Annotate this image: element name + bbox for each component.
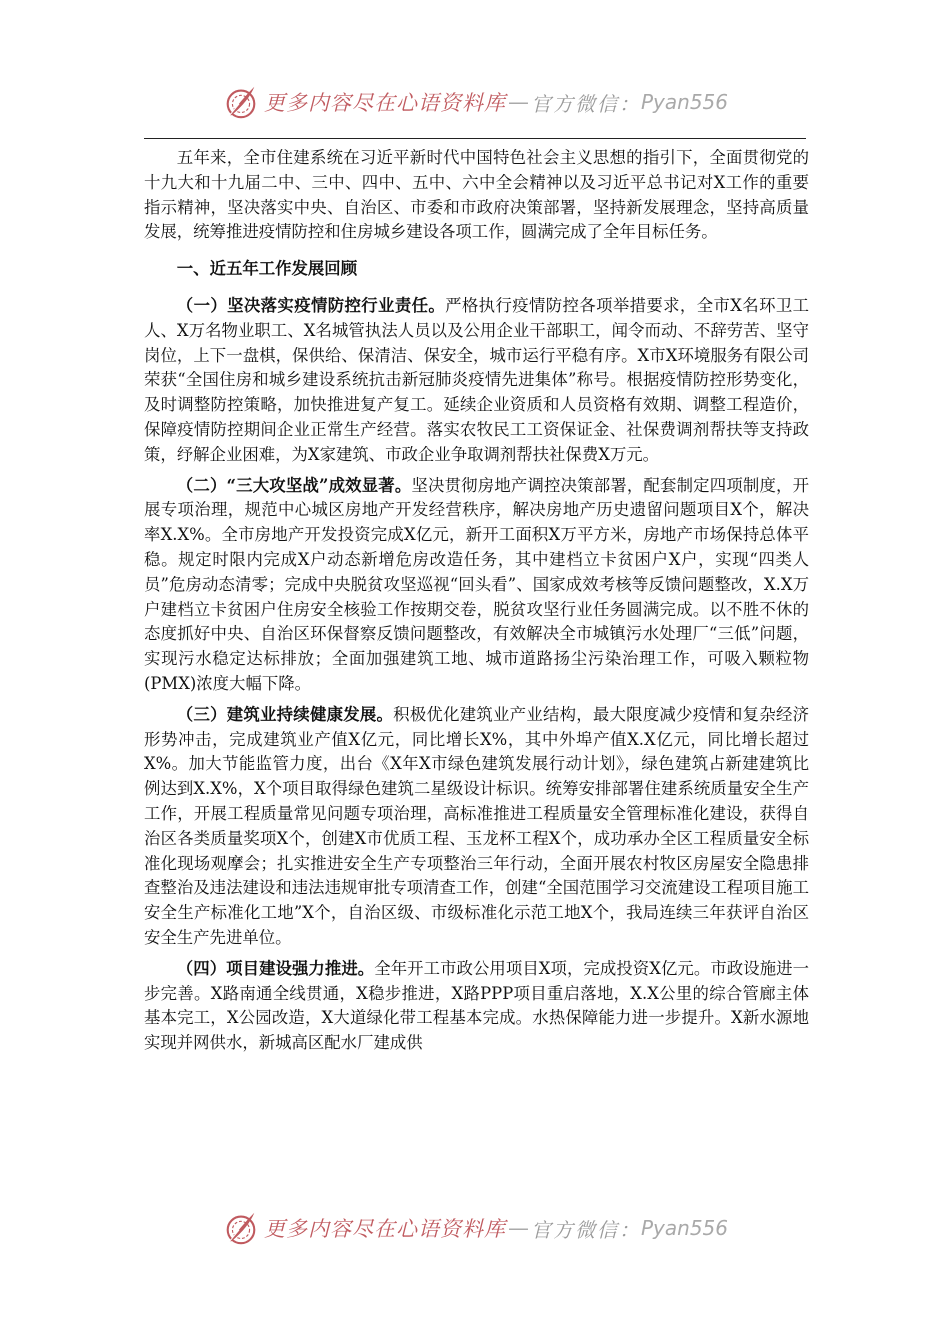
section-paragraph-4 xyxy=(144,957,809,1056)
section-paragraph-1 xyxy=(144,294,809,468)
top-watermark-banner xyxy=(0,82,950,122)
section-lead-3: （三）建筑业持续健康发展。 xyxy=(176,704,394,724)
watermark-official-label: 官方微信： xyxy=(530,91,641,116)
section-lead-2: （二）“三大攻坚战”成效显著。 xyxy=(176,475,412,495)
watermark-wechat-id: Pyan556 xyxy=(640,90,728,114)
section-body-2: 坚决贯彻房地产调控决策部署，配套制定四项制度，开展专项治理，规范中心城区房地产开发经营秩序，解决房地产历史遗留问题项目X个，解决率X.X%。全市房地产开发投资完成X亿元，新开工面积X万平方米，房地产市场保持总体平稳。规定时限内完成X户动态新增危房改造任务，其中建档立卡贫困户X户，实现“四类人员”危房动态清零；完成中央脱贫攻坚巡视“回头看”、国家成效考核等反馈问题整改，X.X万户建档立卡贫困户住房安全核验工作按期交卷，脱贫攻坚行业任务圆满完成。以不胜不休的态度抓好中央、自治区环保督察反馈问题整改，有效解决全市城镇污水处理厂“三低”问题，实现污水稳定达标排放；全面加强建筑工地、城市道路扬尘污染治理工作，可吸入颗粒物(PMX)浓度大幅下降。 xyxy=(144,475,809,693)
feather-quill-icon xyxy=(222,1209,260,1247)
section-paragraph-2 xyxy=(144,474,809,697)
header-divider xyxy=(144,138,806,139)
watermark-slogan: 更多内容尽在心语资料库 xyxy=(263,91,506,115)
watermark-official-label: 官方微信： xyxy=(530,1217,641,1242)
intro-paragraph: 五年来，全市住建系统在习近平新时代中国特色社会主义思想的指引下，全面贯彻党的十九大和十九届二中、三中、四中、五中、六中全会精神以及习近平总书记对X工作的重要指示精神，坚决落实中央、自治区、市委和市政府决策部署，坚持新发展理念，坚持高质量发展，统筹推进疫情防控和住房城乡建设各项工作，圆满完成了全年目标任务。 xyxy=(144,148,809,242)
watermark-separator: — xyxy=(507,1216,529,1240)
watermark-separator: — xyxy=(507,90,529,114)
document-body xyxy=(144,146,809,1056)
section-lead-1: （一）坚决落实疫情防控行业责任。 xyxy=(176,295,446,315)
feather-quill-icon xyxy=(222,83,260,121)
section-lead-4: （四）项目建设强力推进。 xyxy=(176,958,375,978)
watermark-wechat-id: Pyan556 xyxy=(640,1216,728,1240)
section-heading: 一、近五年工作发展回顾 xyxy=(176,259,358,279)
section-body-1: 严格执行疫情防控各项举措要求，全市X名环卫工人、X万名物业职工、X名城管执法人员以及公用企业干部职工，闻令而动、不辞劳苦、坚守岗位，上下一盘棋，保供给、保清洁、保安全，城市运行平稳有序。X市X环境服务有限公司荣获“全国住房和城乡建设系统抗击新冠肺炎疫情先进集体”称号。根据疫情防控形势变化，及时调整防控策略，加快推进复产复工。延续企业资质和人员资格有效期、调整工程造价，保障疫情防控期间企业正常生产经营。落实农牧民工工资保证金、社保费调剂帮扶等支持政策，纾解企业困难，为X家建筑、市政企业争取调剂帮扶社保费X万元。 xyxy=(144,295,810,464)
section-body-4: 全年开工市政公用项目X项，完成投资X亿元。市政设施进一步完善。X路南通全线贯通，X稳步推进，X路PPP项目重启落地，X.X公里的综合管廊主体基本完工，X公园改造，X大道绿化带工程基本完成。水热保障能力进一步提升。X新水源地实现并网供水，新城高区配水厂建成供 xyxy=(144,958,809,1053)
watermark-slogan: 更多内容尽在心语资料库 xyxy=(263,1217,506,1241)
section-paragraph-3 xyxy=(144,703,809,951)
section-body-3: 积极优化建筑业产业结构，最大限度减少疫情和复杂经济形势冲击，完成建筑业产值X亿元，同比增长X%，其中外埠产值X.X亿元，同比增长超过X%。加大节能监管力度，出台《X年X市绿色建筑发展行动计划》，绿色建筑占新建建筑比例达到X.X%，X个项目取得绿色建筑二星级设计标识。统筹安排部署住建系统质量安全生产工作，开展工程质量常见问题专项治理，高标准推进工程质量安全管理标准化建设，获得自治区各类质量奖项X个，创建X市优质工程、玉龙杯工程X个，成功承办全区工程质量安全标准化现场观摩会；扎实推进安全生产专项整治三年行动，全面开展农村牧区房屋安全隐患排查整治及违法建设和违法违规审批专项清查工作，创建“全国范围学习交流建设工程项目施工安全生产标准化工地”X个，自治区级、市级标准化示范工地X个，我局连续三年获评自治区安全生产先进单位。 xyxy=(144,704,810,947)
bottom-watermark-banner xyxy=(0,1208,950,1248)
